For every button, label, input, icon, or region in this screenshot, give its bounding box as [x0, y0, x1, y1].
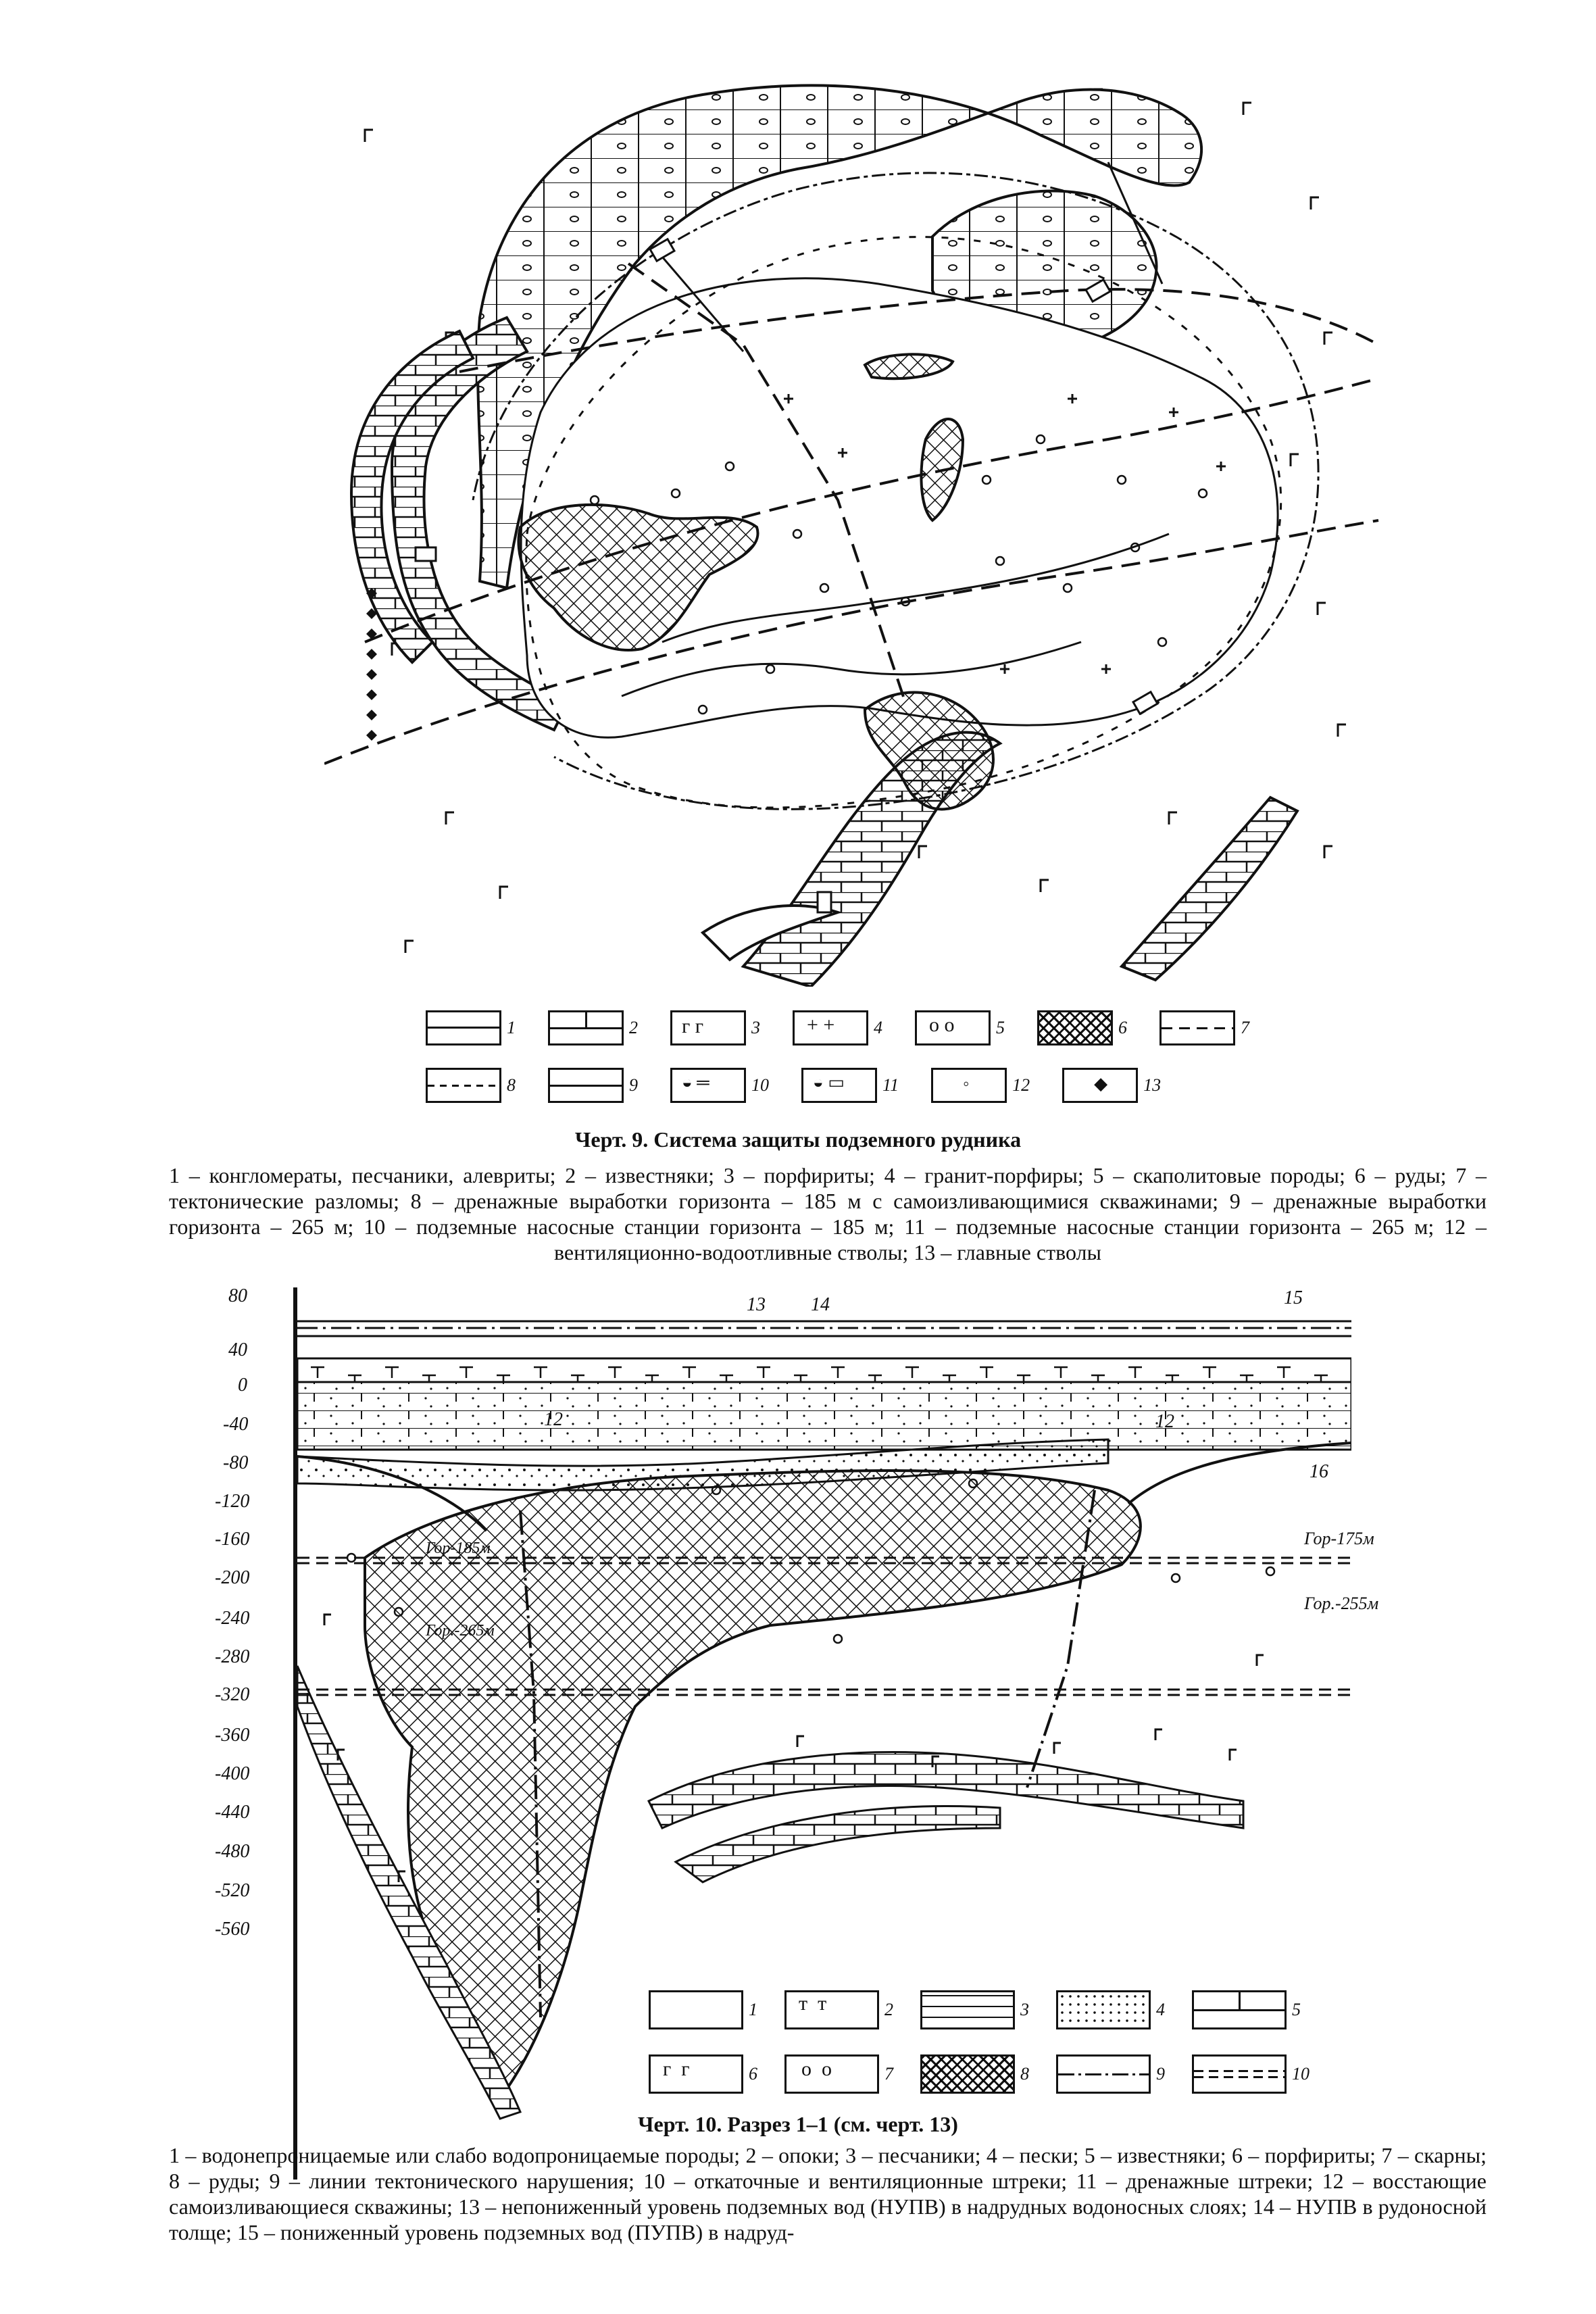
- legend-swatch-drainage-265: [548, 1068, 624, 1103]
- legend-number: 3: [1020, 2000, 1029, 2019]
- legend2-swatch-ore: [920, 2054, 1015, 2094]
- legend-number: 12: [1012, 1075, 1030, 1095]
- legend-number: 7: [884, 2064, 893, 2084]
- label-14: 14: [811, 1294, 830, 1315]
- legend-number: 2: [884, 2000, 893, 2019]
- legend-item-12: [931, 1068, 1030, 1103]
- label-13: 13: [747, 1294, 766, 1315]
- depth-tick: -520: [215, 1880, 250, 1901]
- figure-10-caption: 1 – водонепроницаемые или слабо водопроницаемые породы; 2 – опоки; 3 – песчаники; 4 – пески; 5 – известняки; 6 – порфириты; 7 – скарны; 8 – руды; 9 – линии тектонического нарушения; 10 – откаточные и вентиляционные штреки; 11 – дренажные штреки; 12 – восстающие самоизливающиеся скважины; 13 – непониженный уровень подземных вод (НУПВ) в надрудных водоносных слоях; 14 – НУПВ в рудоносной толще; 15 – пониженный уровень подземных вод (ПУПВ) в надруд-: [169, 2143, 1487, 2244]
- legend-number: 11: [882, 1075, 899, 1095]
- legend-item-11: [801, 1068, 899, 1103]
- depth-tick: -80: [223, 1452, 249, 1473]
- depth-tick: -560: [215, 1919, 250, 1940]
- figure-9-legend-row-2: [426, 1068, 1161, 1103]
- legend2-item-3: [920, 1990, 1029, 2029]
- legend2-swatch-sand: [1056, 1990, 1151, 2029]
- legend2-swatch-limestone: [1192, 1990, 1287, 2029]
- legend-swatch-granite: + +: [793, 1010, 868, 1045]
- legend-swatch-main-shaft: ◆: [1062, 1068, 1138, 1103]
- label-gor-175: Гор-175м: [1304, 1529, 1374, 1548]
- depth-tick: -320: [215, 1684, 250, 1705]
- legend-number: 10: [1292, 2064, 1310, 2084]
- legend-number: 13: [1143, 1075, 1162, 1095]
- legend2-item-5: [1192, 1990, 1301, 2029]
- legend2-swatch-fault-line: [1056, 2054, 1151, 2094]
- legend-item-8: [426, 1068, 516, 1103]
- legend-swatch-porphyrite: г г: [670, 1010, 746, 1045]
- label-16: 16: [1310, 1461, 1328, 1482]
- legend2-swatch-porphyrite: г г: [649, 2054, 743, 2094]
- legend-number: 9: [1156, 2064, 1165, 2084]
- depth-tick: 80: [228, 1285, 247, 1306]
- label-gor-185: Гор-185м: [426, 1540, 491, 1557]
- legend2-item-8: [920, 2054, 1029, 2094]
- depth-tick: -480: [215, 1841, 250, 1862]
- figure-9-map: [324, 61, 1385, 987]
- figure-9-caption: 1 – конгломераты, песчаники, алевриты; 2 – известняки; 3 – порфириты; 4 – гранит-порфиры; 5 – скаполитовые породы; 6 – руды; 7 – тектонические разломы; 8 – дренажные выработки горизонта – 185 м с самоизливающимися скважинами; 9 – дренажные выработки горизонта – 265 м; 10 – подземные насосные станции горизонта – 185 м; 11 – подземные насосные станции горизонта – 265 м; 12 – вентиляционно-водоотливные стволы; 13 – главные стволы: [169, 1163, 1487, 1264]
- legend2-item-1: [649, 1990, 757, 2029]
- legend-swatch-pump-265: ◒ ▭: [801, 1068, 877, 1103]
- legend-swatch-conglomerate: [426, 1010, 501, 1045]
- depth-tick: -120: [215, 1491, 250, 1512]
- legend2-item-2: [784, 1990, 893, 2029]
- figure-10-legend-row-2: [649, 2054, 1310, 2094]
- legend-number: 4: [1156, 2000, 1165, 2019]
- legend-item-4: [793, 1010, 882, 1045]
- legend2-swatch-haulage-drifts: [1192, 2054, 1287, 2094]
- legend-swatch-limestone: [548, 1010, 624, 1045]
- depth-tick: -40: [223, 1414, 249, 1435]
- label-15: 15: [1284, 1287, 1303, 1308]
- depth-tick: -160: [215, 1529, 250, 1550]
- figure-10-title: Черт. 10. Разрез 1–1 (см. черт. 13): [638, 2112, 958, 2136]
- depth-tick: 0: [238, 1375, 247, 1396]
- legend-number: 8: [1020, 2064, 1029, 2084]
- depth-tick: -360: [215, 1725, 250, 1746]
- depth-tick: -200: [215, 1567, 250, 1588]
- legend-number: 6: [749, 2064, 757, 2084]
- legend-item-1: [426, 1010, 516, 1045]
- label-gor-265: Гор.-265м: [426, 1622, 495, 1640]
- legend-item-6: [1037, 1010, 1127, 1045]
- legend-number: 3: [751, 1018, 760, 1037]
- legend-number: 8: [507, 1075, 516, 1095]
- legend-swatch-vent-shaft: ◦: [931, 1068, 1007, 1103]
- legend2-swatch-sandstone: [920, 1990, 1015, 2029]
- legend-swatch-ore: [1037, 1010, 1113, 1045]
- legend-item-13: [1062, 1068, 1161, 1103]
- legend-number: 4: [874, 1018, 882, 1037]
- legend-swatch-scapolite: o o: [915, 1010, 991, 1045]
- label-12-right: 12: [1155, 1411, 1174, 1432]
- legend2-swatch-skarn: o o: [784, 2054, 879, 2094]
- depth-tick: -280: [215, 1646, 250, 1667]
- depth-tick: 40: [228, 1339, 247, 1360]
- label-12-left: 12: [544, 1409, 563, 1430]
- legend-number: 5: [996, 1018, 1005, 1037]
- legend-number: 10: [751, 1075, 769, 1095]
- figure-9-title: Черт. 9. Система защиты подземного рудника: [574, 1127, 1022, 1152]
- figure-9-legend-row-1: [426, 1010, 1249, 1045]
- legend-number: 5: [1292, 2000, 1301, 2019]
- legend2-item-9: [1056, 2054, 1165, 2094]
- legend-number: 2: [629, 1018, 638, 1037]
- legend2-item-7: [784, 2054, 893, 2094]
- label-gor-255: Гор.-255м: [1304, 1594, 1379, 1613]
- legend-number: 1: [507, 1018, 516, 1037]
- depth-tick: -240: [215, 1608, 250, 1629]
- figure-10-legend-row-1: [649, 1990, 1301, 2029]
- legend-item-7: [1159, 1010, 1249, 1045]
- legend2-item-10: [1192, 2054, 1310, 2094]
- legend2-swatch-opoka: т т: [784, 1990, 879, 2029]
- legend-swatch-fault: [1159, 1010, 1235, 1045]
- legend-swatch-drainage-185: [426, 1068, 501, 1103]
- legend-number: 7: [1241, 1018, 1249, 1037]
- legend-item-5: [915, 1010, 1005, 1045]
- legend2-item-6: [649, 2054, 757, 2094]
- legend-number: 9: [629, 1075, 638, 1095]
- depth-tick: -400: [215, 1763, 250, 1784]
- legend-item-9: [548, 1068, 638, 1103]
- legend-item-2: [548, 1010, 638, 1045]
- legend-item-3: [670, 1010, 760, 1045]
- legend2-item-4: [1056, 1990, 1165, 2029]
- legend-swatch-pump-185: ◒ ═: [670, 1068, 746, 1103]
- legend-number: 1: [749, 2000, 757, 2019]
- legend-number: 6: [1118, 1018, 1127, 1037]
- legend-item-10: [670, 1068, 769, 1103]
- depth-tick: -440: [215, 1802, 250, 1823]
- legend2-swatch-impermeable: [649, 1990, 743, 2029]
